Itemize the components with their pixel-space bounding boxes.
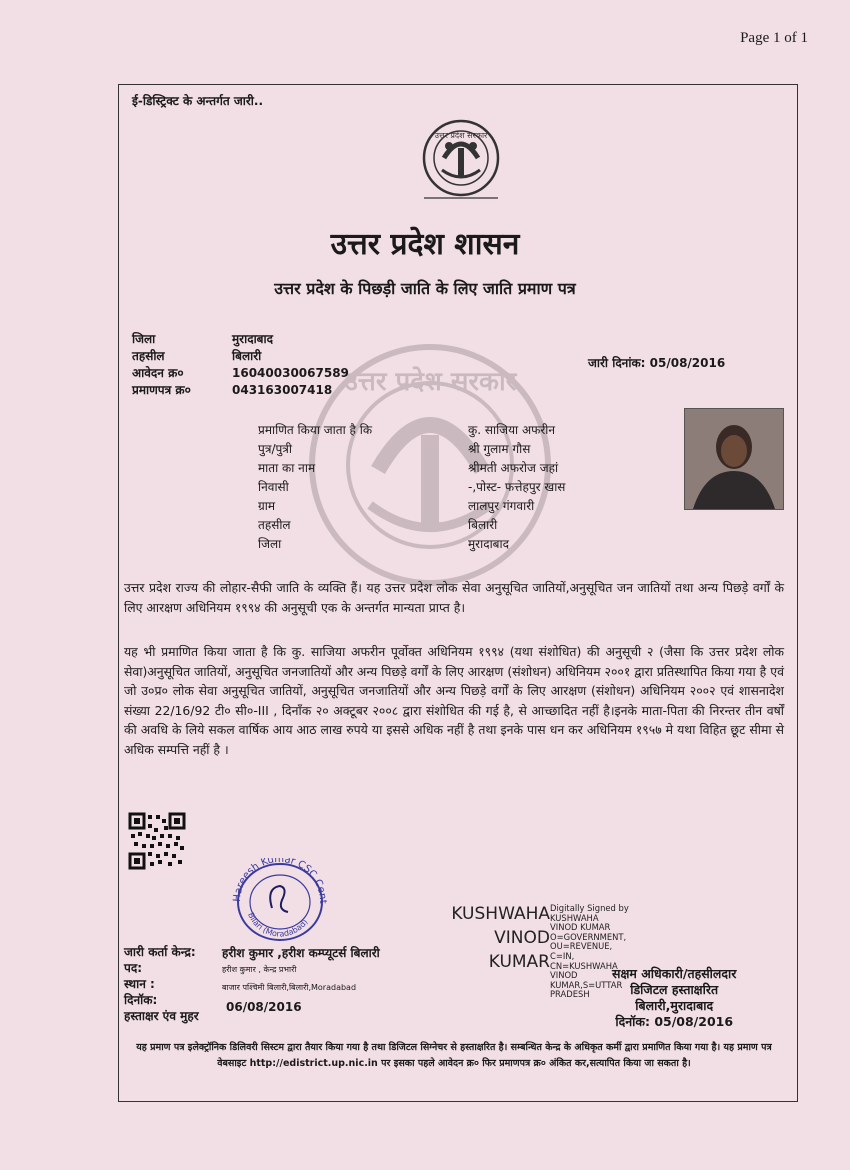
authority-line: सक्षम अधिकारी/तहसीलदार	[612, 966, 737, 981]
issue-date: जारी दिनांक: 05/08/2016	[588, 356, 726, 370]
emblem-text: उत्तर प्रदेश सरकार	[434, 131, 488, 140]
caste-paragraph: उत्तर प्रदेश राज्य की लोहार-सैफी जाति के व्यक्ति हैं। यह उत्तर प्रदेश लोक सेवा अनुसूचित जातियों,अनुसूचित जन जातियों तथा अन्य पिछड़े वर्गों के लिए आरक्षण अधिनियम १९९४ की अनुसूची एक के अन्तर्गत मान्यता प्राप्त है।	[124, 580, 784, 615]
meta-value: 16040030067589	[232, 366, 349, 380]
signature-detail: VINOD KUMAR	[550, 922, 611, 933]
issuer-center: हरीश कुमार ,हरीश कम्प्यूटर्स बिलारी	[222, 946, 380, 960]
meta-values	[232, 331, 349, 399]
issuer-block	[222, 944, 380, 1014]
authority-block	[612, 966, 736, 1030]
signer-name-line: KUSHWAHA	[451, 904, 550, 924]
authority-line: डिजिटल हस्ताक्षरित	[630, 982, 719, 997]
person-value: -,पोस्ट- फत्तेहपुर खास	[468, 480, 566, 494]
meta-value: मुरादाबाद	[232, 332, 274, 346]
signature-detail: PRADESH	[550, 989, 590, 1000]
authority-date: दिनॉक: 05/08/2016	[615, 1014, 734, 1029]
issuer-label: स्थान :	[124, 977, 155, 991]
signature-detail: OU=REVENUE,	[550, 941, 613, 952]
issuer-label: हस्ताक्षर एंव मुहर	[124, 1009, 199, 1023]
issuer-operator: हरीश कुमार , केन्द्र प्रभारी	[222, 965, 297, 974]
meta-label: आवेदन क्र०	[132, 366, 184, 380]
issuer-label: पद:	[124, 961, 142, 975]
page-title: उत्तर प्रदेश शासन	[330, 227, 520, 262]
person-label: प्रमाणित किया जाता है कि	[258, 423, 373, 437]
signature-detail: CN=KUSHWAHA	[550, 960, 618, 971]
seal-text-bottom: Bilari (Moradabad)	[246, 911, 310, 939]
person-label: तहसील	[258, 518, 291, 532]
up-emblem-icon	[414, 118, 508, 206]
issuer-label: दिनॉक:	[124, 993, 158, 1007]
person-value: श्रीमती अफरोज जहां	[468, 461, 559, 475]
authority-line: बिलारी,मुरादाबाद	[635, 998, 714, 1013]
meta-label: तहसील	[132, 349, 165, 363]
signature-detail: C=IN,	[550, 950, 575, 961]
issuer-label: जारी कर्ता केन्द्र:	[124, 945, 196, 959]
certification-paragraph: यह भी प्रमाणित किया जाता है कि कु. साजिया अफरीन पूर्वोक्त अधिनियम १९९४ (यथा संशोधित) की अनुसूची २ (जैसा कि उत्तर प्रदेश लोक सेवा)अनुसूचित जातियों, अनुसूचित जनजातियों और अन्य पिछड़े वर्गों के लिए आरक्षण (संशोधन) अधिनियम २००१ द्वारा प्रतिस्थापित किया गया है एवं जो उ०प्र० लोक सेवा अनुसूचित जातियों, अनुसूचित जनजातियों और अन्य पिछड़े वर्गों के लिए आरक्षण (संशोधन) अधिनियम २००२ एवं शासनादेश संख्या 22/16/92 टी० सी०-III , दिनाँक २० अक्टूबर २००८ द्वारा संशोधित की गई है, से आच्छादित नहीं है।इनके माता-पिता की निरन्तर तीन वर्षों की अवधि के लिये सकल वार्षिक आय आठ लाख रुपये या इससे अधिक नहीं है तथा इनके पास धन कर अधिनियम १९५७ मे यथा विहित छूट सीमा से अधिक सम्पत्ति नहीं है ।	[124, 644, 784, 757]
csc-center-seal	[226, 858, 334, 946]
signature-detail: KUSHWAHA	[550, 912, 599, 923]
svg-text:Hareesh Kumar CSC Center	[226, 858, 328, 904]
footer-note: यह प्रमाण पत्र इलेक्ट्रॉनिक डिलिवरी सिस्टम द्वारा तैयार किया गया है तथा डिजिटल सिग्नेचर से हस्ताक्षरित है। सम्बन्धित केन्द्र के अधिकृत कर्मी द्वारा प्रमाणित किया गया है। यह प्रमाण पत्र वेबसाइट http://edistrict.up.nic.in पर इसका पहले आवेदन क्र० फिर प्रमाणपत्र क्र० अंकित कर,सत्यापित किया जा सकता है।	[136, 1042, 772, 1069]
person-value: बिलारी	[468, 518, 498, 532]
watermark-text: उत्तर प्रदेश सरकार	[343, 367, 517, 397]
meta-value: 043163007418	[232, 383, 333, 397]
person-value: मुरादाबाद	[468, 537, 510, 551]
issuer-labels	[124, 944, 199, 1024]
person-values	[468, 421, 565, 554]
person-label: जिला	[258, 537, 282, 551]
signature-detail: O=GOVERNMENT,	[550, 931, 627, 942]
person-value: लालपुर गंगवारी	[468, 499, 535, 513]
person-label: पुत्र/पुत्री	[258, 442, 293, 456]
meta-label: जिला	[132, 332, 156, 346]
signature-detail: KUMAR,S=UTTAR	[550, 979, 623, 990]
signer-name-line: VINOD	[494, 928, 550, 948]
issuer-address: बाजार पश्चिमी बिलारी,बिलारी,Moradabad	[222, 983, 357, 992]
page-number: Page 1 of 1	[740, 30, 808, 46]
signature-detail: Digitally Signed by	[550, 903, 629, 913]
meta-labels	[132, 331, 191, 399]
signer-name-line: KUMAR	[488, 952, 550, 972]
certificate-subtitle: उत्तर प्रदेश के पिछड़ी जाति के लिए जाति प्रमाण पत्र	[274, 279, 576, 298]
seal-text-top: Hareesh Kumar CSC Cent	[231, 858, 329, 904]
person-value: कु. साजिया अफरीन	[468, 423, 556, 437]
top-note: ई-डिस्ट्रिक्ट के अन्तर्गत जारी..	[132, 94, 264, 108]
person-label: माता का नाम	[258, 461, 316, 475]
person-labels	[258, 421, 372, 554]
meta-value: बिलारी	[232, 349, 262, 363]
person-label: निवासी	[258, 480, 289, 494]
applicant-photo	[684, 408, 784, 510]
issuer-date: 06/08/2016	[226, 1000, 302, 1014]
person-label: ग्राम	[258, 499, 276, 513]
signature-detail: VINOD	[550, 970, 578, 981]
qr-code-icon	[128, 812, 186, 870]
meta-label: प्रमाणपत्र क्र०	[132, 383, 191, 397]
digital-signature-name	[432, 902, 550, 974]
person-value: श्री गुलाम गौस	[468, 442, 531, 456]
